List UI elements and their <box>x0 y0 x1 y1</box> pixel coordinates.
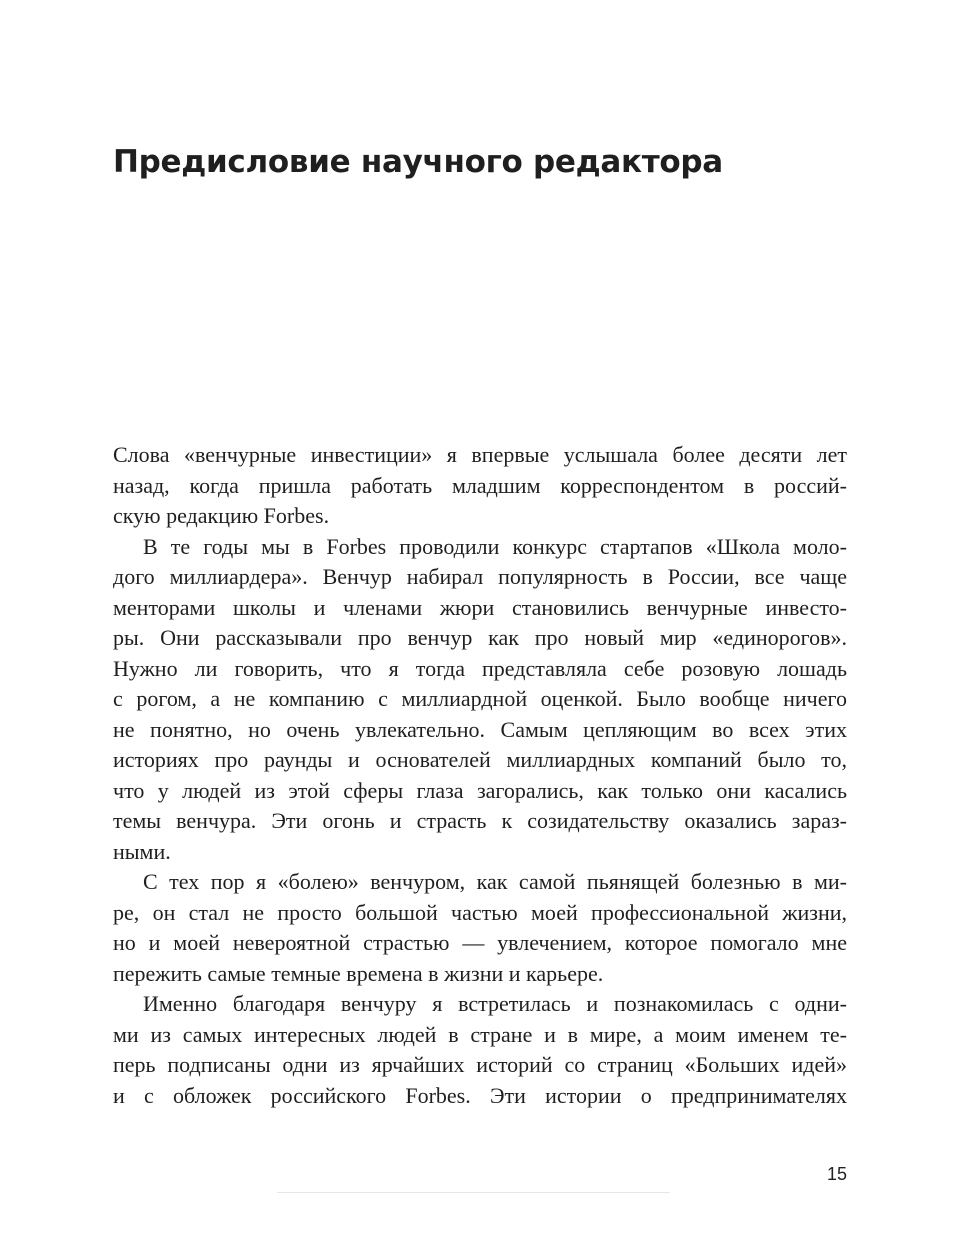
text-line: ре, он стал не просто большой частью моей профессиональной жизни, <box>113 899 847 925</box>
text-line: ми из самых интересных людей в стране и в мире, а моим именем те- <box>113 1021 847 1047</box>
paragraph-1 <box>113 440 847 532</box>
text-line: и с обложек российского Forbes. Эти истории о предпринимателях <box>113 1082 847 1108</box>
paragraph-4 <box>113 989 847 1111</box>
body-text <box>113 440 847 1111</box>
text-line: менторами школы и членами жюри становились венчурные инвесто- <box>113 594 847 620</box>
text-line: ными. <box>113 838 171 864</box>
text-line: скую редакцию Forbes. <box>113 503 330 528</box>
paragraph-2 <box>113 532 847 868</box>
text-line: назад, когда пришла работать младшим корреспондентом в россий- <box>113 472 847 498</box>
text-line: темы венчура. Эти огонь и страсть к созидательству оказались зараз- <box>113 808 847 833</box>
text-line: что у людей из этой сферы глаза загорались, как только они касались <box>113 777 847 803</box>
text-line: дого миллиардера». Венчур набирал популярность в России, все чаще <box>113 564 847 589</box>
text-line: перь подписаны одни из ярчайших историй со страниц «Больших идей» <box>113 1052 847 1077</box>
text-line: с рогом, а не компанию с миллиардной оценкой. Было вообще ничего <box>113 686 847 711</box>
bottom-divider <box>277 1192 670 1193</box>
text-line: В те годы мы в Forbes проводили конкурс стартапов «Школа моло- <box>143 533 847 559</box>
chapter-title: Предисловие научного редактора <box>113 144 723 180</box>
text-line: пережить самые темные времена в жизни и карьере. <box>113 960 604 986</box>
page-number: 15 <box>826 1164 847 1184</box>
text-line: Именно благодаря венчуру я встретилась и познакомилась с одни- <box>143 991 847 1016</box>
text-line: ры. Они рассказывали про венчур как про новый мир «единорогов». <box>113 625 847 650</box>
text-line: но и моей невероятной страстью — увлечением, которое помогало мне <box>113 930 847 955</box>
text-line: не понятно, но очень увлекательно. Самым цепляющим во всех этих <box>113 716 847 742</box>
text-line: С тех пор я «болею» венчуром, как самой пьянящей болезнью в ми- <box>143 869 847 894</box>
text-line: историях про раунды и основателей миллиардных компаний было то, <box>113 747 847 772</box>
text-line: Слова «венчурные инвестиции» я впервые услышала более десяти лет <box>113 442 847 467</box>
text-line: Нужно ли говорить, что я тогда представляла себе розовую лошадь <box>113 655 847 681</box>
paragraph-3 <box>113 867 847 989</box>
